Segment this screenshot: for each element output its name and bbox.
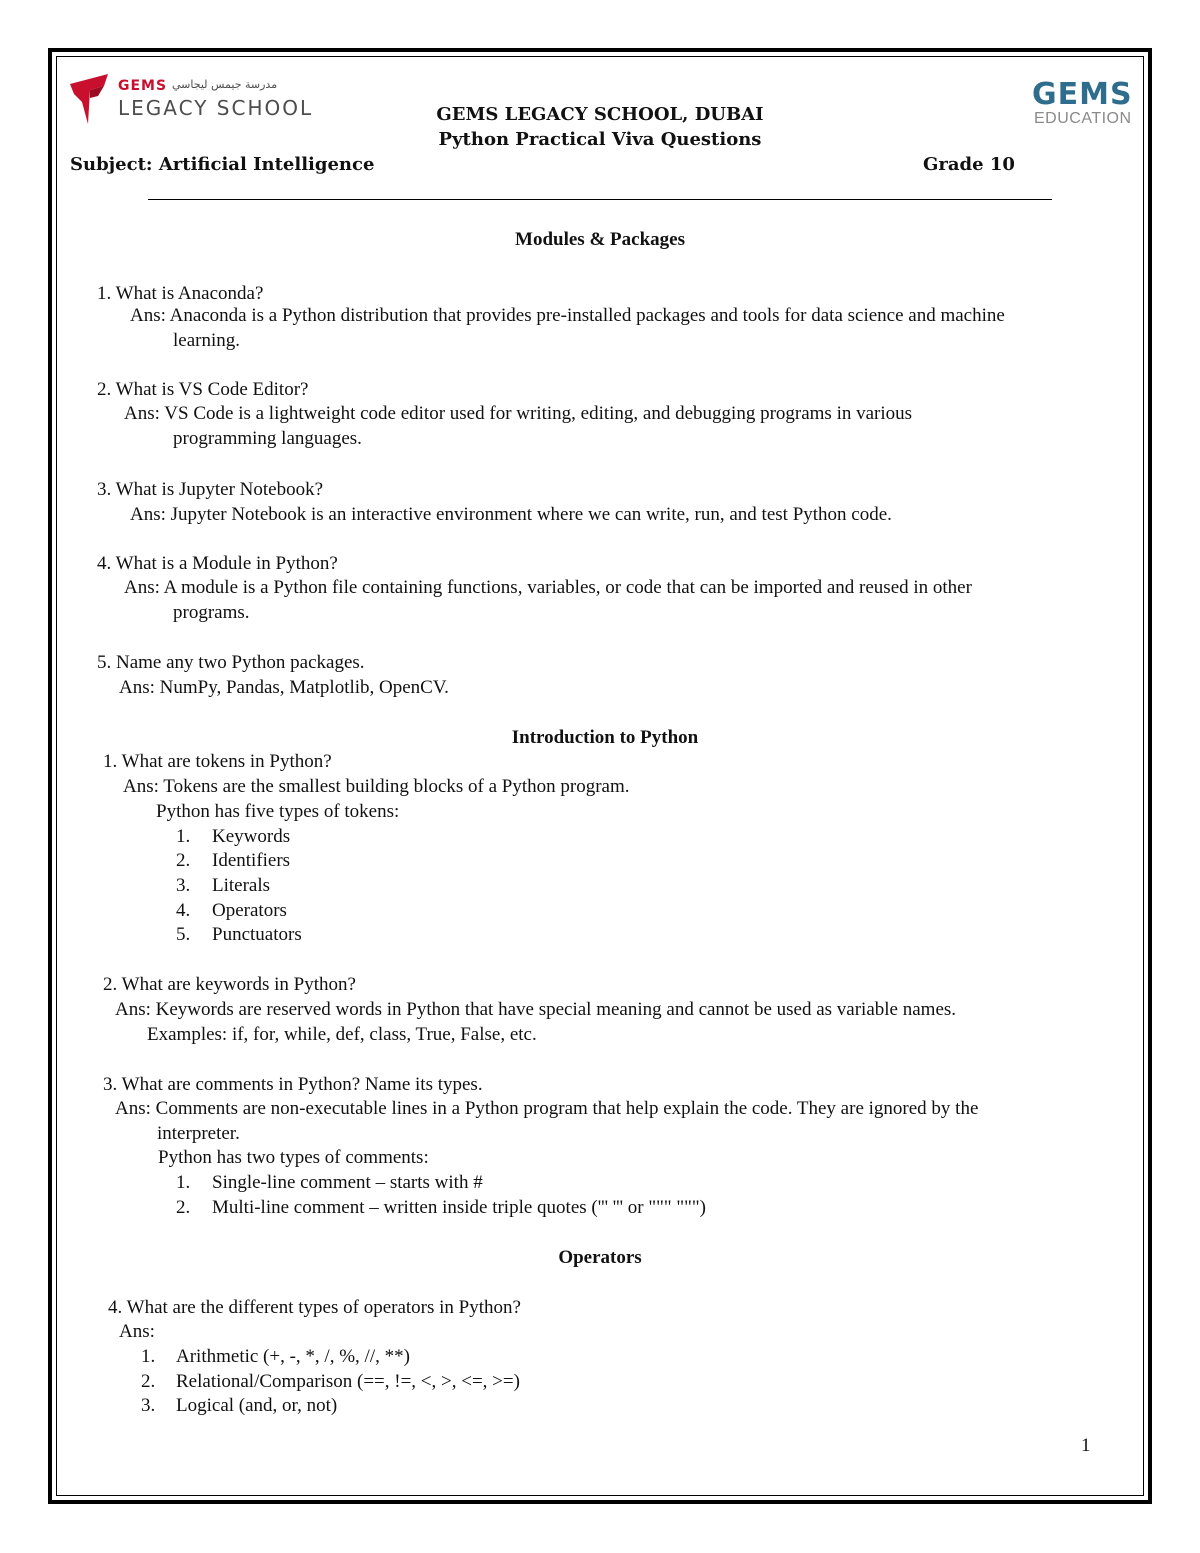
list-item-number: 2. [141,1371,156,1392]
subject-label: Subject: Artificial Intelligence [70,154,375,175]
list-item-number: 5. [176,924,191,945]
list-item: Relational/Comparison (==, !=, <, >, <=, >=) [176,1371,520,1392]
list-item-number: 1. [176,1172,191,1193]
question-text: 1. What is Anaconda? [97,283,264,304]
question-text: 2. What is VS Code Editor? [97,379,309,400]
list-item: Literals [212,875,271,896]
question-text: 1. What are tokens in Python? [103,751,332,772]
answer-text: programs. [173,602,250,623]
page-number: 1 [1081,1435,1091,1456]
answer-text: Ans: Tokens are the smallest building blocks of a Python program. [123,776,630,797]
answer-label: Ans: [119,1321,155,1342]
list-item-number: 3. [176,875,191,896]
answer-text: Ans: Comments are non-executable lines in a Python program that help explain the code. They are ignored by the [115,1098,979,1119]
answer-text: Ans: NumPy, Pandas, Matplotlib, OpenCV. [119,677,449,698]
list-item-number: 1. [141,1346,156,1367]
list-item: Arithmetic (+, -, *, /, %, //, **) [176,1346,410,1367]
list-item: Single-line comment – starts with # [212,1172,483,1193]
document-title: GEMS LEGACY SCHOOL, DUBAI [436,104,764,125]
section-heading-modules: Modules & Packages [515,229,685,250]
gems-logo-text: GEMS [1032,77,1133,112]
list-item-number: 1. [176,826,191,847]
answer-text: Ans: Jupyter Notebook is an interactive environment where we can write, run, and test Python code. [130,504,892,525]
logo-arabic-text: مدرسة جيمس ليجاسي [172,78,278,91]
question-text: 4. What are the different types of operators in Python? [108,1297,521,1318]
logo-legacy-school-text: LEGACY SCHOOL [118,96,314,120]
grade-label: Grade 10 [923,154,1015,175]
list-item: Keywords [212,826,291,847]
document-subtitle: Python Practical Viva Questions [438,129,762,150]
gems-education-logo [1032,77,1136,130]
list-item-number: 2. [176,850,191,871]
answer-text: Examples: if, for, while, def, class, True, False, etc. [147,1024,537,1045]
logo-gems-text: GEMS [118,78,168,94]
question-text: 4. What is a Module in Python? [97,553,338,574]
legacy-school-logo [68,72,318,128]
question-text: 5. Name any two Python packages. [97,652,365,673]
list-item-number: 3. [141,1395,156,1416]
list-item-number: 2. [176,1197,191,1218]
list-item: Identifiers [212,850,291,871]
answer-text: Ans: A module is a Python file containing functions, variables, or code that can be imported and reused in other [124,577,972,598]
answer-text: interpreter. [157,1123,240,1144]
legacy-flame-icon [68,72,110,126]
answer-text: programming languages. [173,428,362,449]
list-item-number: 4. [176,900,191,921]
header-divider [148,199,1052,200]
list-item: Punctuators [212,924,302,945]
list-item: Operators [212,900,287,921]
question-text: 3. What are comments in Python? Name its types. [103,1074,483,1095]
answer-text: learning. [173,330,241,351]
question-text: 2. What are keywords in Python? [103,974,356,995]
education-logo-text: EDUCATION [1034,110,1132,127]
answer-text: Ans: Anaconda is a Python distribution that provides pre-installed packages and tools for data science and machine [130,305,1005,326]
section-heading-operators: Operators [558,1247,642,1268]
question-text: 3. What is Jupyter Notebook? [97,479,324,500]
list-item: Multi-line comment – written inside triple quotes (''' ''' or """ """) [212,1197,706,1218]
section-heading-intro: Introduction to Python [511,727,699,748]
answer-text: Ans: Keywords are reserved words in Python that have special meaning and cannot be used as variable names. [115,999,957,1020]
list-item: Logical (and, or, not) [176,1395,338,1416]
answer-text: Python has five types of tokens: [156,801,400,822]
answer-text: Python has two types of comments: [158,1147,429,1168]
answer-text: Ans: VS Code is a lightweight code editor used for writing, editing, and debugging programs in various [124,403,913,424]
